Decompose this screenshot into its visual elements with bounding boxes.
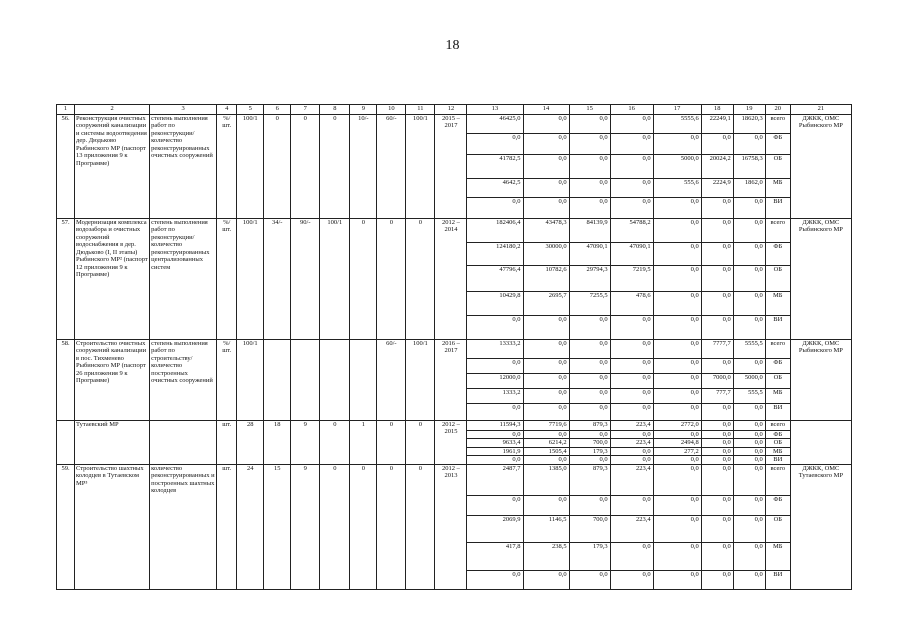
- funding-value: 46425,0: [467, 115, 523, 134]
- funding-value: 0,0: [733, 243, 765, 266]
- funding-source: ВИ: [765, 456, 790, 464]
- funding-value: 0,0: [523, 115, 569, 134]
- funding-value: 0,0: [653, 266, 701, 292]
- indicator-text: степень выполнения работ по реконструкции/ количество реконструированных централизованных систем: [150, 219, 217, 340]
- funding-value: 0,0: [733, 359, 765, 374]
- funding-value: 0,0: [701, 495, 733, 515]
- funding-value: 2487,7: [467, 464, 523, 495]
- funding-value: 5555,5: [733, 340, 765, 359]
- funding-value: 124180,2: [467, 243, 523, 266]
- funding-value: 0,0: [610, 389, 653, 404]
- funding-value: 238,5: [523, 542, 569, 570]
- executor-cell: ДЖКК, ОМС Тутаевского МР: [790, 464, 851, 589]
- funding-value: 478,6: [610, 292, 653, 316]
- funding-value: 0,0: [569, 359, 610, 374]
- value-cell: 0: [320, 464, 350, 589]
- measure-name: Строительство шахтных колодцев в Тутаевском МР³: [75, 464, 150, 589]
- funding-value: 0,0: [467, 359, 523, 374]
- funding-value: 0,0: [701, 198, 733, 219]
- header-row: [57, 105, 852, 115]
- funding-value: 0,0: [467, 198, 523, 219]
- funding-value: 0,0: [653, 292, 701, 316]
- funding-value: 7255,5: [569, 292, 610, 316]
- funding-value: 2069,9: [467, 515, 523, 542]
- value-cell: 90/-: [291, 219, 320, 340]
- funding-value: 0,0: [569, 431, 610, 439]
- funding-value: 0,0: [733, 266, 765, 292]
- value-cell: 0: [406, 421, 435, 465]
- row-number: 57.: [57, 219, 75, 340]
- funding-value: 0,0: [733, 456, 765, 464]
- funding-source: ФБ: [765, 243, 790, 266]
- value-cell: [264, 340, 291, 421]
- funding-source: ОБ: [765, 155, 790, 179]
- period-cell: 2012 – 2015: [435, 421, 467, 465]
- funding-value: 0,0: [467, 431, 523, 439]
- funding-value: 0,0: [733, 464, 765, 495]
- executor-cell: ДЖКК, ОМС Рыбинского МР: [790, 340, 851, 421]
- funding-value: 0,0: [569, 389, 610, 404]
- column-header: 8: [320, 105, 350, 115]
- column-header: 2: [75, 105, 150, 115]
- funding-value: 0,0: [701, 404, 733, 421]
- funding-source: ОБ: [765, 515, 790, 542]
- funding-value: 0,0: [467, 495, 523, 515]
- funding-value: 0,0: [610, 542, 653, 570]
- program-table: [56, 104, 852, 590]
- funding-value: 0,0: [569, 316, 610, 340]
- value-cell: 0: [406, 464, 435, 589]
- funding-value: 0,0: [653, 219, 701, 243]
- funding-source: ФБ: [765, 495, 790, 515]
- funding-value: 11594,3: [467, 421, 523, 431]
- funding-value: 879,3: [569, 464, 610, 495]
- funding-value: 5555,6: [653, 115, 701, 134]
- funding-value: 0,0: [610, 495, 653, 515]
- funding-value: 0,0: [610, 134, 653, 155]
- funding-value: 10782,6: [523, 266, 569, 292]
- funding-value: 13333,2: [467, 340, 523, 359]
- column-header: 12: [435, 105, 467, 115]
- funding-value: 0,0: [523, 389, 569, 404]
- funding-value: 0,0: [653, 198, 701, 219]
- funding-value: 43478,3: [523, 219, 569, 243]
- funding-value: 1505,4: [523, 447, 569, 455]
- funding-value: 223,4: [610, 515, 653, 542]
- funding-value: 179,3: [569, 447, 610, 455]
- value-cell: [350, 340, 377, 421]
- funding-value: 0,0: [653, 404, 701, 421]
- funding-value: 0,0: [610, 340, 653, 359]
- row-number: 56.: [57, 115, 75, 219]
- funding-value: 0,0: [569, 404, 610, 421]
- funding-value: 7219,5: [610, 266, 653, 292]
- funding-value: 0,0: [523, 316, 569, 340]
- funding-value: 0,0: [610, 447, 653, 455]
- funding-value: 0,0: [653, 134, 701, 155]
- funding-value: 0,0: [733, 316, 765, 340]
- funding-value: 0,0: [523, 456, 569, 464]
- funding-source: всего: [765, 421, 790, 431]
- funding-value: 2494,8: [653, 439, 701, 447]
- funding-value: 84139,9: [569, 219, 610, 243]
- funding-value: 0,0: [701, 542, 733, 570]
- funding-value: 0,0: [733, 431, 765, 439]
- funding-value: 0,0: [701, 243, 733, 266]
- funding-value: 0,0: [701, 431, 733, 439]
- value-cell: 100/1: [406, 115, 435, 219]
- funding-value: 2224,9: [701, 179, 733, 198]
- funding-value: 1961,9: [467, 447, 523, 455]
- funding-value: 0,0: [569, 134, 610, 155]
- table-row: [57, 421, 852, 431]
- funding-value: 16758,3: [733, 155, 765, 179]
- value-cell: 15: [264, 464, 291, 589]
- funding-value: 0,0: [701, 292, 733, 316]
- funding-value: 0,0: [653, 570, 701, 589]
- funding-value: 182406,4: [467, 219, 523, 243]
- column-header: 1: [57, 105, 75, 115]
- funding-source: ОБ: [765, 374, 790, 389]
- table-row: [57, 219, 852, 243]
- funding-value: 0,0: [523, 570, 569, 589]
- row-number: [57, 421, 75, 465]
- funding-value: 5000,0: [653, 155, 701, 179]
- table-row: [57, 115, 852, 134]
- column-header: 3: [150, 105, 217, 115]
- unit-cell: шт.: [217, 464, 237, 589]
- funding-source: всего: [765, 464, 790, 495]
- value-cell: 100/1: [237, 115, 264, 219]
- funding-source: МБ: [765, 179, 790, 198]
- funding-value: 0,0: [523, 359, 569, 374]
- funding-value: 0,0: [653, 374, 701, 389]
- table-row: [57, 464, 852, 495]
- funding-value: 0,0: [701, 421, 733, 431]
- funding-source: ВИ: [765, 404, 790, 421]
- value-cell: 0: [320, 115, 350, 219]
- funding-value: 0,0: [653, 389, 701, 404]
- indicator-text: степень выполнения работ по реконструкции/ количество реконструированных очистных сооружений: [150, 115, 217, 219]
- unit-cell: %/ шт.: [217, 219, 237, 340]
- funding-value: 555,6: [653, 179, 701, 198]
- funding-value: 0,0: [467, 570, 523, 589]
- column-header: 14: [523, 105, 569, 115]
- column-header: 9: [350, 105, 377, 115]
- funding-value: 0,0: [653, 456, 701, 464]
- value-cell: 18: [264, 421, 291, 465]
- funding-value: 0,0: [610, 155, 653, 179]
- column-header: 20: [765, 105, 790, 115]
- funding-value: 777,7: [701, 389, 733, 404]
- funding-value: 417,8: [467, 542, 523, 570]
- value-cell: [320, 340, 350, 421]
- executor-cell: [790, 421, 851, 465]
- value-cell: 100/1: [237, 340, 264, 421]
- funding-value: 223,4: [610, 439, 653, 447]
- funding-value: 0,0: [610, 374, 653, 389]
- funding-value: 0,0: [653, 515, 701, 542]
- funding-value: 277,2: [653, 447, 701, 455]
- funding-value: 0,0: [653, 431, 701, 439]
- value-cell: 0: [350, 464, 377, 589]
- funding-value: 0,0: [523, 340, 569, 359]
- column-header: 4: [217, 105, 237, 115]
- funding-value: 30000,0: [523, 243, 569, 266]
- funding-value: 0,0: [733, 542, 765, 570]
- funding-value: 1385,0: [523, 464, 569, 495]
- value-cell: 10/-: [350, 115, 377, 219]
- funding-source: МБ: [765, 292, 790, 316]
- funding-source: всего: [765, 115, 790, 134]
- funding-value: 0,0: [523, 404, 569, 421]
- unit-cell: шт.: [217, 421, 237, 465]
- funding-value: 6214,2: [523, 439, 569, 447]
- funding-value: 7000,0: [701, 374, 733, 389]
- funding-value: 0,0: [733, 404, 765, 421]
- funding-value: 0,0: [733, 439, 765, 447]
- funding-value: 0,0: [701, 219, 733, 243]
- funding-value: 0,0: [467, 316, 523, 340]
- funding-value: 0,0: [523, 198, 569, 219]
- funding-value: 5000,0: [733, 374, 765, 389]
- value-cell: 0: [377, 464, 406, 589]
- funding-value: 18620,3: [733, 115, 765, 134]
- funding-value: 41782,5: [467, 155, 523, 179]
- funding-value: 54788,2: [610, 219, 653, 243]
- funding-value: 0,0: [653, 243, 701, 266]
- funding-value: 0,0: [733, 134, 765, 155]
- funding-value: 1862,0: [733, 179, 765, 198]
- column-header: 7: [291, 105, 320, 115]
- funding-value: 0,0: [701, 316, 733, 340]
- funding-value: 0,0: [523, 179, 569, 198]
- funding-value: 20024,2: [701, 155, 733, 179]
- period-cell: 2012 – 2013: [435, 464, 467, 589]
- indicator-text: [150, 421, 217, 465]
- value-cell: 0: [377, 219, 406, 340]
- funding-value: 0,0: [569, 179, 610, 198]
- funding-value: 0,0: [569, 495, 610, 515]
- funding-source: ВИ: [765, 570, 790, 589]
- measure-name: Модернизация комплекса водозабора и очистных сооружений водоснабжения в дер. Дюдьково (I, II этапы) Рыбинского МР² (паспорт 12 приложения 9 к Программе): [75, 219, 150, 340]
- column-header: 5: [237, 105, 264, 115]
- funding-value: 555,5: [733, 389, 765, 404]
- funding-value: 0,0: [733, 292, 765, 316]
- funding-value: 0,0: [653, 316, 701, 340]
- funding-source: ФБ: [765, 359, 790, 374]
- funding-value: 0,0: [653, 340, 701, 359]
- value-cell: 0: [291, 115, 320, 219]
- column-header: 17: [653, 105, 701, 115]
- funding-value: 1146,5: [523, 515, 569, 542]
- value-cell: 100/1: [320, 219, 350, 340]
- funding-source: МБ: [765, 389, 790, 404]
- funding-value: 0,0: [569, 456, 610, 464]
- row-number: 59.: [57, 464, 75, 589]
- funding-value: 0,0: [569, 155, 610, 179]
- value-cell: 28: [237, 421, 264, 465]
- value-cell: 60/-: [377, 340, 406, 421]
- funding-value: 0,0: [467, 456, 523, 464]
- funding-value: 9633,4: [467, 439, 523, 447]
- unit-cell: %/ шт.: [217, 340, 237, 421]
- value-cell: [291, 340, 320, 421]
- indicator-text: количество реконструированных и построенных шахтных колодцев: [150, 464, 217, 589]
- value-cell: 9: [291, 464, 320, 589]
- funding-value: 700,0: [569, 515, 610, 542]
- column-header: 18: [701, 105, 733, 115]
- column-header: 10: [377, 105, 406, 115]
- funding-value: 0,0: [733, 198, 765, 219]
- value-cell: 1: [350, 421, 377, 465]
- funding-value: 0,0: [653, 542, 701, 570]
- table-row: [57, 340, 852, 359]
- funding-value: 7777,7: [701, 340, 733, 359]
- funding-value: 0,0: [610, 316, 653, 340]
- funding-value: 0,0: [653, 359, 701, 374]
- funding-value: 0,0: [569, 198, 610, 219]
- funding-value: 0,0: [701, 134, 733, 155]
- value-cell: 0: [350, 219, 377, 340]
- funding-value: 10429,8: [467, 292, 523, 316]
- value-cell: 0: [320, 421, 350, 465]
- funding-source: всего: [765, 219, 790, 243]
- value-cell: 100/1: [406, 340, 435, 421]
- funding-source: ФБ: [765, 431, 790, 439]
- funding-value: 0,0: [701, 456, 733, 464]
- value-cell: 0: [406, 219, 435, 340]
- funding-value: 0,0: [610, 198, 653, 219]
- column-header: 21: [790, 105, 851, 115]
- funding-value: 0,0: [610, 570, 653, 589]
- column-header: 19: [733, 105, 765, 115]
- funding-value: 1333,2: [467, 389, 523, 404]
- funding-value: 0,0: [610, 179, 653, 198]
- funding-value: 0,0: [733, 421, 765, 431]
- funding-value: 12000,0: [467, 374, 523, 389]
- value-cell: 9: [291, 421, 320, 465]
- funding-value: 0,0: [653, 464, 701, 495]
- funding-value: 0,0: [569, 115, 610, 134]
- funding-value: 0,0: [701, 464, 733, 495]
- funding-source: ВИ: [765, 316, 790, 340]
- funding-source: ВИ: [765, 198, 790, 219]
- funding-value: 7719,6: [523, 421, 569, 431]
- period-cell: 2016 – 2017: [435, 340, 467, 421]
- funding-value: 22249,1: [701, 115, 733, 134]
- measure-name: Строительство очистных сооружений канализации в пос. Тихменево Рыбинского МР (паспорт 26 приложения 9 к Программе): [75, 340, 150, 421]
- funding-value: 0,0: [701, 266, 733, 292]
- funding-value: 0,0: [733, 515, 765, 542]
- funding-source: всего: [765, 340, 790, 359]
- value-cell: 100/1: [237, 219, 264, 340]
- funding-value: 700,0: [569, 439, 610, 447]
- funding-value: 0,0: [569, 374, 610, 389]
- funding-value: 0,0: [701, 439, 733, 447]
- indicator-text: степень выполнения работ по строительству/ количество построенных очистных сооружений: [150, 340, 217, 421]
- funding-value: 223,4: [610, 464, 653, 495]
- funding-value: 47090,1: [569, 243, 610, 266]
- funding-value: 0,0: [569, 570, 610, 589]
- funding-value: 0,0: [467, 134, 523, 155]
- funding-value: 0,0: [733, 570, 765, 589]
- row-number: 58.: [57, 340, 75, 421]
- funding-value: 47796,4: [467, 266, 523, 292]
- funding-value: 0,0: [733, 219, 765, 243]
- funding-value: 0,0: [610, 115, 653, 134]
- funding-value: 0,0: [701, 359, 733, 374]
- funding-value: 0,0: [523, 134, 569, 155]
- funding-value: 0,0: [701, 447, 733, 455]
- page-number: 18: [445, 38, 460, 53]
- funding-value: 179,3: [569, 542, 610, 570]
- funding-source: МБ: [765, 447, 790, 455]
- column-header: 6: [264, 105, 291, 115]
- value-cell: 0: [264, 115, 291, 219]
- period-cell: 2015 – 2017: [435, 115, 467, 219]
- funding-value: 2695,7: [523, 292, 569, 316]
- funding-value: 0,0: [523, 374, 569, 389]
- funding-value: 223,4: [610, 421, 653, 431]
- column-header: 13: [467, 105, 523, 115]
- funding-source: ОБ: [765, 266, 790, 292]
- funding-value: 2772,0: [653, 421, 701, 431]
- period-cell: 2012 – 2014: [435, 219, 467, 340]
- funding-value: 0,0: [610, 456, 653, 464]
- value-cell: 60/-: [377, 115, 406, 219]
- funding-value: 0,0: [733, 447, 765, 455]
- funding-source: ФБ: [765, 134, 790, 155]
- column-header: 15: [569, 105, 610, 115]
- funding-value: 0,0: [523, 155, 569, 179]
- funding-value: 0,0: [523, 495, 569, 515]
- funding-value: 0,0: [569, 340, 610, 359]
- funding-value: 879,3: [569, 421, 610, 431]
- funding-value: 0,0: [701, 570, 733, 589]
- column-header: 16: [610, 105, 653, 115]
- funding-value: 47090,1: [610, 243, 653, 266]
- unit-cell: %/ шт.: [217, 115, 237, 219]
- measure-name: Реконструкция очистных сооружений канализации и системы водоотведения дер. Дюдьково Рыбинского МР (паспорт 13 приложения 9 к Программе): [75, 115, 150, 219]
- funding-value: 0,0: [701, 515, 733, 542]
- funding-value: 0,0: [610, 431, 653, 439]
- funding-value: 0,0: [653, 495, 701, 515]
- funding-source: ОБ: [765, 439, 790, 447]
- executor-cell: ДЖКК, ОМС Рыбинского МР: [790, 219, 851, 340]
- funding-value: 0,0: [523, 431, 569, 439]
- value-cell: 0: [377, 421, 406, 465]
- funding-value: 0,0: [733, 495, 765, 515]
- column-header: 11: [406, 105, 435, 115]
- funding-value: 0,0: [610, 359, 653, 374]
- funding-value: 0,0: [610, 404, 653, 421]
- funding-value: 0,0: [467, 404, 523, 421]
- funding-value: 29794,3: [569, 266, 610, 292]
- funding-source: МБ: [765, 542, 790, 570]
- value-cell: 34/-: [264, 219, 291, 340]
- executor-cell: ДЖКК, ОМС Рыбинского МР: [790, 115, 851, 219]
- measure-name: Тутаевский МР: [75, 421, 150, 465]
- funding-value: 4642,5: [467, 179, 523, 198]
- value-cell: 24: [237, 464, 264, 589]
